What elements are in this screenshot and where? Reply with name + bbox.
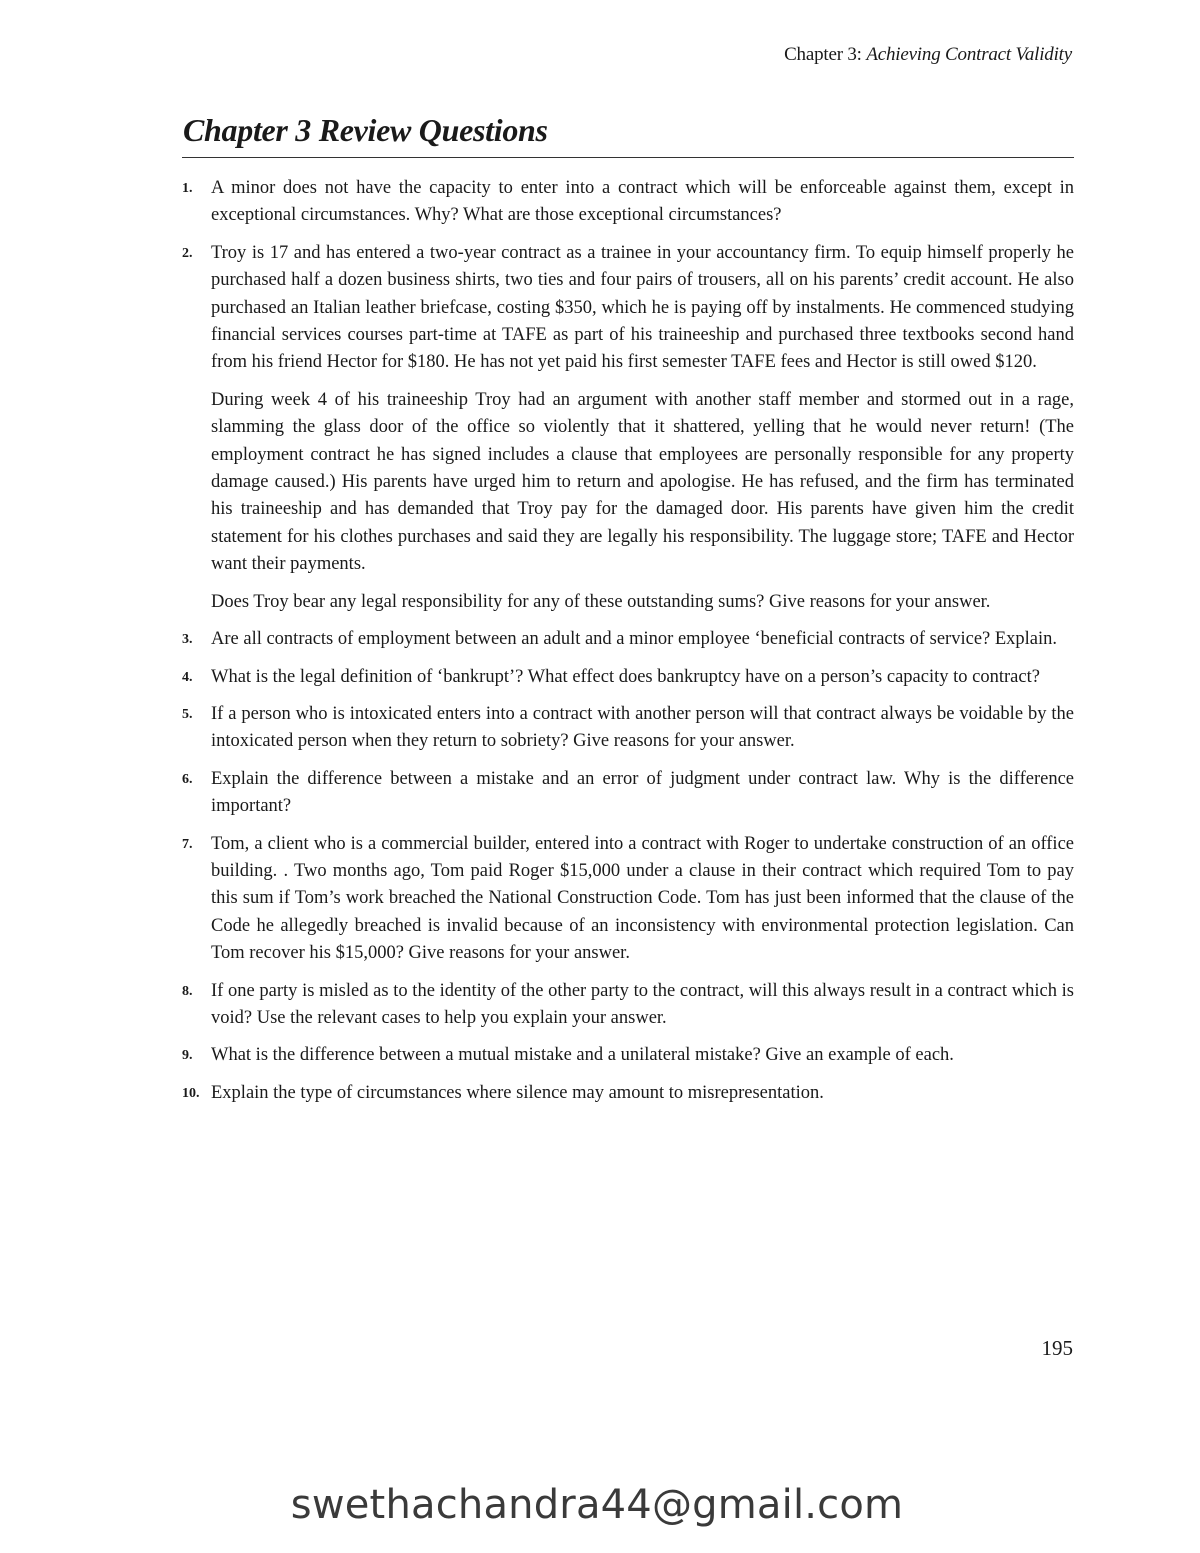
question-number: 2.: [182, 245, 193, 261]
running-head-chapter: Chapter 3:: [784, 44, 862, 65]
question-text: If one party is misled as to the identity of the other party to the contract, will this always result in a contract which is void? Use the relevant cases to help you explain your answer.: [211, 980, 1074, 1028]
running-head: [784, 44, 1072, 66]
question-number: 5.: [182, 706, 193, 722]
question-text: Are all contracts of employment between an adult and a minor employee ‘beneficial contracts of service? Explain.: [211, 629, 1058, 650]
question-number: 7.: [182, 836, 193, 852]
page-title: Chapter 3 Review Questions: [183, 112, 548, 148]
question-number: 1.: [182, 181, 193, 196]
question-item: [182, 978, 1074, 1033]
question-item: [182, 1080, 1074, 1107]
question-item: [182, 664, 1074, 691]
question-item: [182, 240, 1074, 616]
question-text: Explain the type of circumstances where silence may amount to misrepresentation.: [211, 1082, 824, 1103]
review-questions-list: [182, 175, 1074, 1117]
question-text: Does Troy bear any legal responsibility for any of these outstanding sums? Give reasons for your answer.: [211, 591, 991, 612]
question-text: Troy is 17 and has entered a two-year contract as a trainee in your accountancy firm. To equip himself properly he purchased half a dozen business shirts, two ties and four pairs of trousers, all on his parents’ credit account. He also purchased an Italian leather briefcase, costing $350, which he is paying off by instalments. He commenced studying financial services courses part-time at TAFE as part of his traineeship and purchased three textbooks second hand from his friend Hector for $180. He has not yet paid his first semester TAFE fees and Hector is still owed $120.: [211, 242, 1074, 373]
question-text: A minor does not have the capacity to enter into a contract which will be enforceable against them, except in exceptional circumstances. Why? What are those exceptional circumstances?: [211, 178, 1074, 226]
question-text: Tom, a client who is a commercial builder, entered into a contract with Roger to undertake construction of an office building. . Two months ago, Tom paid Roger $15,000 under a clause in their contract which required Tom to pay this sum if Tom’s work breached the National Construction Code. Tom has just been informed that the clause of the Code he allegedly breached is invalid because of an inconsistency with environmental protection legislation. Can Tom recover his $15,000? Give reasons for your answer.: [211, 833, 1074, 964]
page-number: 195: [1041, 1336, 1073, 1360]
question-item: [182, 1042, 1074, 1069]
question-number: 4.: [182, 669, 193, 685]
question-number: 10.: [182, 1085, 200, 1101]
question-item: [182, 701, 1074, 756]
question-item: [182, 626, 1074, 653]
watermark-email: swethachandra44@gmail.com: [290, 1482, 904, 1528]
question-number: 6.: [182, 771, 193, 787]
question-text: During week 4 of his traineeship Troy had an argument with another staff member and stormed out in a rage, slamming the glass door of the office so violently that it shattered, yelling that he would never return! (The employment contract he has signed includes a clause that employees are personally responsible for any property damage caused.) His parents have urged him to return and apologise. He has refused, and the firm has terminated his traineeship and has demanded that Troy pay for the damaged door. His parents have given him the credit statement for his clothes purchases and said they are legally his responsibility. The luggage store; TAFE and Hector want their payments.: [211, 389, 1074, 575]
question-number: 9.: [182, 1048, 193, 1064]
question-number: 8.: [182, 983, 193, 999]
running-head-subtitle: Achieving Contract Validity: [866, 44, 1072, 65]
question-item: [182, 175, 1074, 230]
question-item: [182, 766, 1074, 821]
question-number: 3.: [182, 632, 193, 648]
question-item: [182, 831, 1074, 968]
title-rule: [182, 157, 1074, 158]
question-text: Explain the difference between a mistake and an error of judgment under contract law. Why is the difference important?: [211, 768, 1074, 817]
question-text: What is the difference between a mutual mistake and a unilateral mistake? Give an example of each.: [211, 1045, 954, 1066]
question-text: If a person who is intoxicated enters into a contract with another person will that contract always be voidable by the intoxicated person when they return to sobriety? Give reasons for your answer.: [211, 703, 1074, 752]
question-text: What is the legal definition of ‘bankrupt’? What effect does bankruptcy have on a person’s capacity to contract?: [211, 666, 1040, 687]
